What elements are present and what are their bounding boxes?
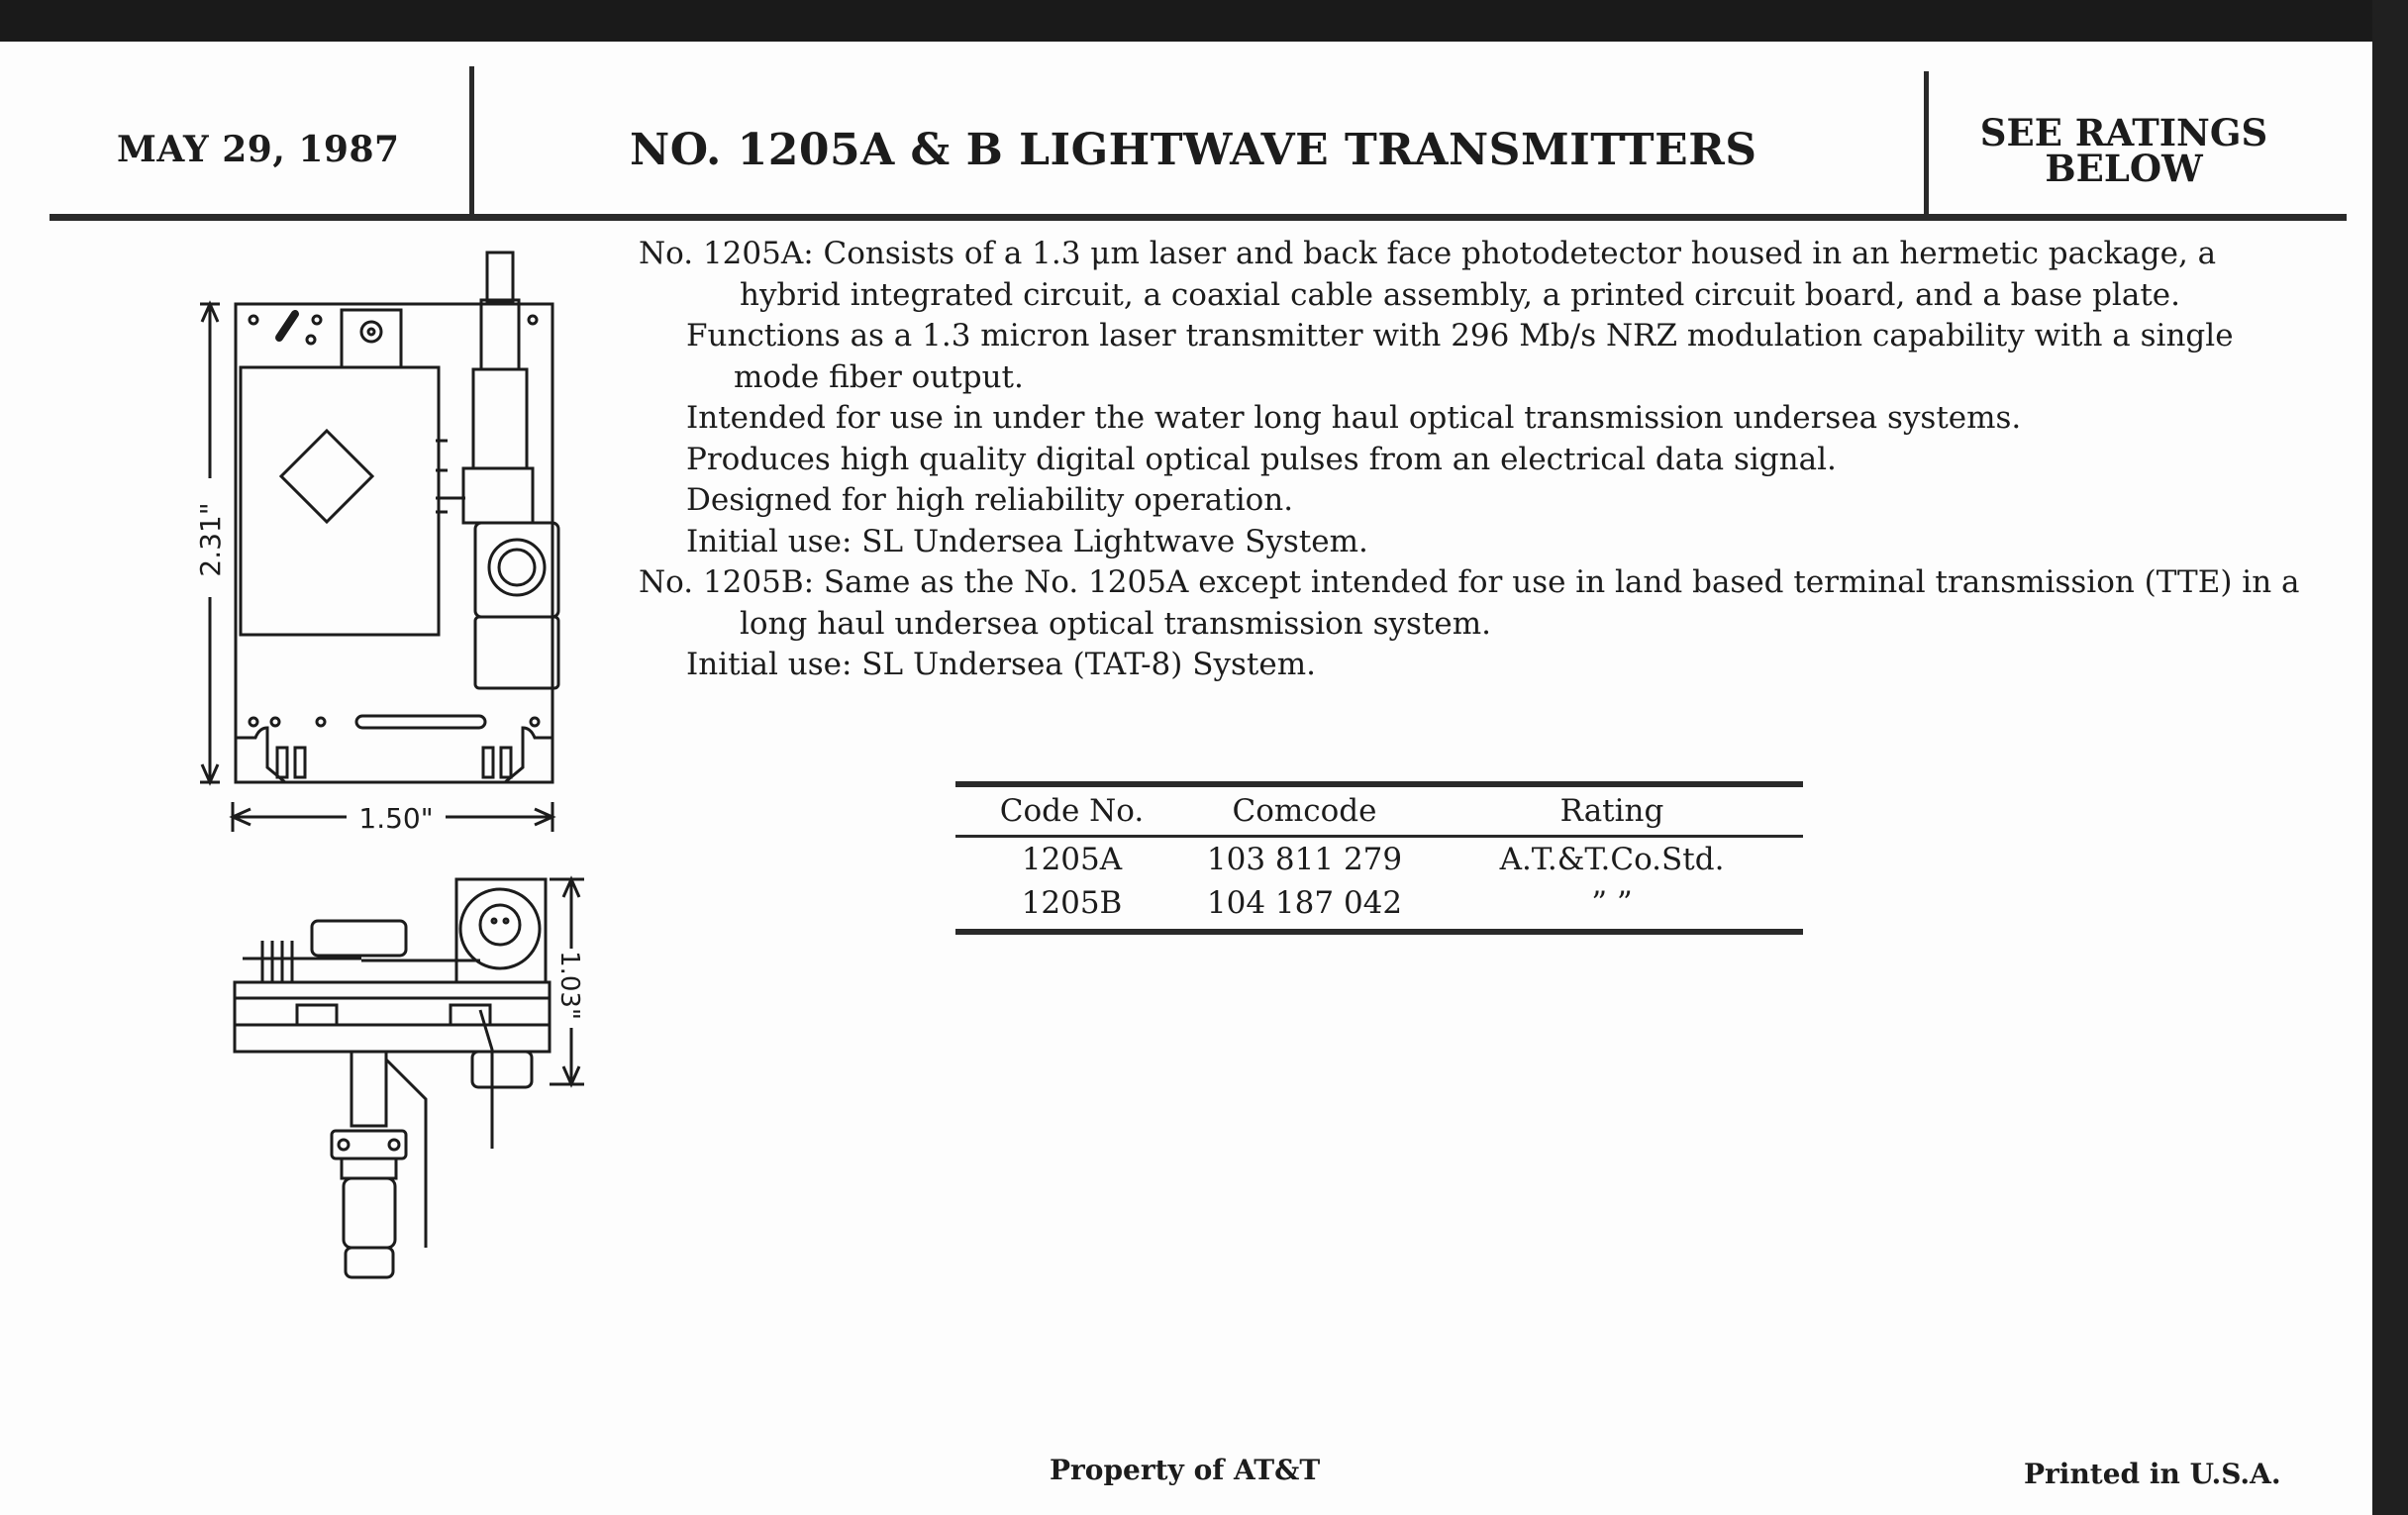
page-title: NO. 1205A & B LIGHTWAVE TRANSMITTERS: [630, 125, 1757, 175]
table-cell: 103 811 279: [1206, 842, 1403, 877]
description-paragraph: Produces high quality digital optical pulses from an electrical data signal.: [686, 441, 1837, 477]
footer-property: Property of AT&T: [1050, 1454, 1321, 1486]
ratings-table: [955, 781, 1803, 935]
table-cell: 1205A: [1021, 842, 1123, 877]
description-paragraph: No. 1205B: Same as the No. 1205A except intended for use in land based terminal transmission (TTE) in a long haul undersea optical transmission system.: [639, 564, 2300, 642]
description: [639, 234, 2322, 686]
table-cell: 104 187 042: [1206, 885, 1403, 921]
column-header: Code No.: [999, 793, 1145, 829]
ratings-note: [1960, 111, 2287, 190]
table-cell: ” ”: [1591, 885, 1633, 921]
top-view-drawing: [188, 243, 574, 837]
width-dimension-label: 1.50": [358, 802, 434, 835]
header-divider: [469, 66, 474, 215]
table-cell: A.T.&T.Co.Std.: [1499, 842, 1725, 877]
height-dimension-label: 2.31": [194, 502, 227, 577]
side-height-dimension-label: 1.03": [554, 951, 584, 1020]
description-paragraph: Initial use: SL Undersea Lightwave System.: [686, 523, 1368, 559]
description-paragraph: No. 1205A: Consists of a 1.3 μm laser and back face photodetector housed in an hermetic package, a hybrid integrated circuit, a coaxial cable assembly, a printed circuit board, and a base plate.: [639, 236, 2217, 313]
ratings-note-line: BELOW: [2045, 147, 2203, 190]
header-rule: [50, 214, 2347, 221]
column-header: Comcode: [1232, 793, 1377, 829]
description-paragraph: Initial use: SL Undersea (TAT-8) System.: [686, 647, 1316, 682]
table-row: [955, 881, 1803, 925]
table-header-row: [955, 787, 1803, 835]
table-rule: [955, 929, 1803, 935]
scan-border: [2372, 0, 2408, 1515]
description-paragraph: Intended for use in under the water long haul optical transmission undersea systems.: [686, 400, 2022, 436]
ratings-note-line: SEE RATINGS: [1979, 111, 2268, 154]
column-header: Rating: [1559, 793, 1664, 829]
document-date: MAY 29, 1987: [117, 129, 400, 170]
footer-printed: Printed in U.S.A.: [2024, 1458, 2281, 1490]
table-cell: 1205B: [1021, 885, 1123, 921]
description-paragraph: Functions as a 1.3 micron laser transmitter with 296 Mb/s NRZ modulation capability with a single mode fiber output.: [686, 318, 2234, 395]
header-divider: [1924, 71, 1929, 220]
side-view-drawing: [213, 861, 599, 1287]
description-paragraph: Designed for high reliability operation.: [686, 482, 1294, 518]
table-row: [955, 838, 1803, 881]
